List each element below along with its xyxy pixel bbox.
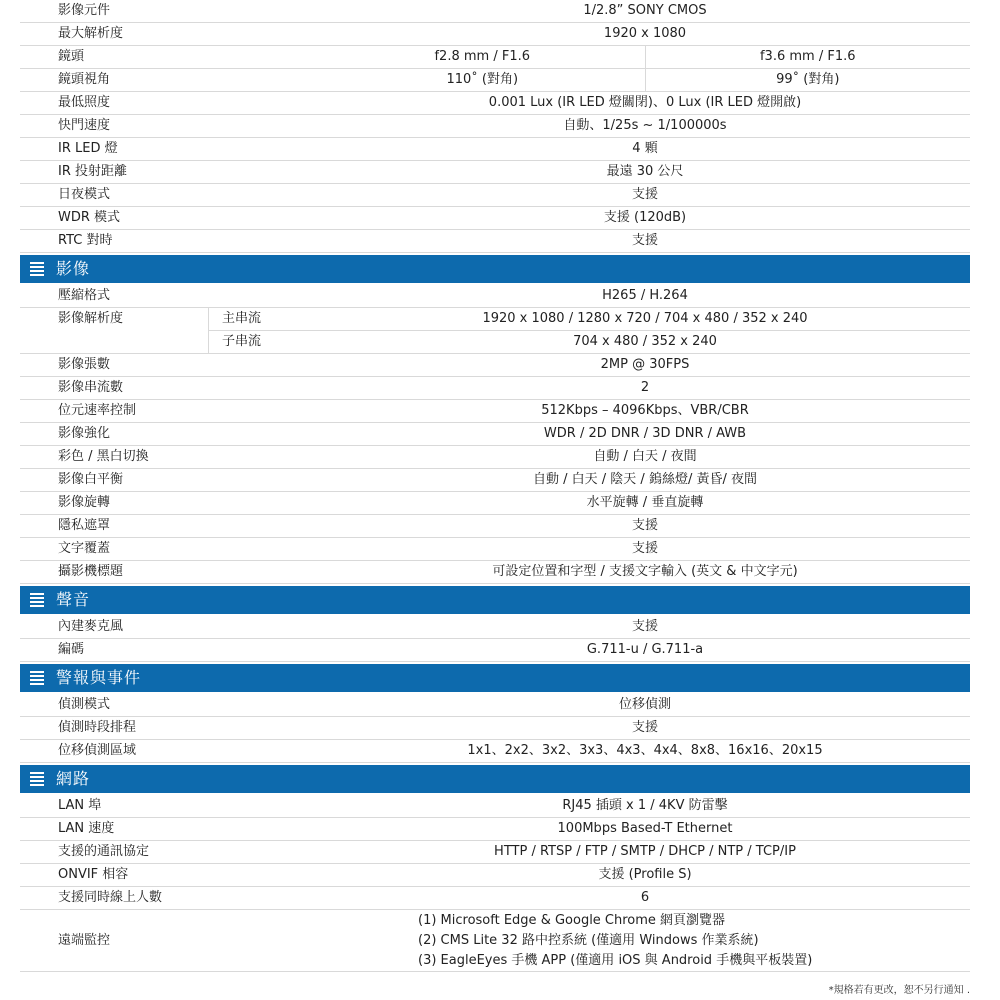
spec-row-white-balance [20,469,970,492]
divider [208,308,209,332]
spec-label: 影像元件 [58,3,111,18]
spec-label: 最大解析度 [58,26,124,41]
spec-label: 鏡頭視角 [58,72,111,87]
spec-value: 自動 / 白天 / 夜間 [593,449,697,464]
spec-value [320,69,970,91]
spec-value-b: f3.6 mm / F1.6 [645,46,971,68]
spec-value: 支援 [631,541,658,556]
spec-label: 快門速度 [58,118,111,133]
spec-value: 支援 (Profile S) [598,867,692,882]
spec-value: 支援 [631,619,658,634]
spec-sublabel: 子串流 [222,334,262,349]
spec-value: 1/2.8” SONY CMOS [583,3,707,18]
spec-row-privacy-mask [20,515,970,538]
spec-value: G.711-u / G.711-a [586,642,704,657]
spec-value: 最遠 30 公尺 [606,164,684,179]
section-header-alarm [20,664,970,692]
spec-value: 支援 (120dB) [603,210,687,225]
spec-label: 偵測模式 [58,697,111,712]
spec-value: RJ45 插頭 x 1 / 4KV 防雷擊 [562,798,728,813]
spec-label: 最低照度 [58,95,111,110]
spec-sublabel: 主串流 [222,311,262,326]
spec-row-remote-monitoring [20,910,970,972]
spec-value: 水平旋轉 / 垂直旋轉 [586,495,704,510]
spec-label: 影像串流數 [58,380,124,395]
spec-row-enhancement [20,423,970,446]
spec-label: 文字覆蓋 [58,541,111,556]
divider [208,331,209,354]
spec-row-rotation [20,492,970,515]
remote-option: (2) CMS Lite 32 路中控系統 (僅適用 Windows 作業系統) [418,933,759,948]
section-header-video [20,255,970,283]
spec-label: 影像強化 [58,426,111,441]
spec-label: 壓縮格式 [58,288,111,303]
spec-row-lan-port [20,795,970,818]
spec-row-color-switch [20,446,970,469]
spec-row-onvif [20,864,970,887]
section-header-audio [20,586,970,614]
section-bars-icon [30,671,44,685]
spec-row-frame-rate [20,354,970,377]
footnote: *規格若有更改，恕不另行通知 . [828,985,970,996]
spec-label: IR 投射距離 [58,164,127,179]
spec-value: 1920 x 1080 / 1280 x 720 / 704 x 480 / 352 x 240 [482,311,808,326]
spec-value: 512Kbps – 4096Kbps、VBR/CBR [541,403,749,418]
spec-value: 100Mbps Based-T Ethernet [557,821,733,836]
spec-value: 1x1、2x2、3x2、3x3、4x3、4x4、8x8、16x16、20x15 [467,743,823,758]
spec-label: 攝影機標題 [58,564,124,579]
spec-value: HTTP / RTSP / FTP / SMTP / DHCP / NTP / TCP/IP [494,844,796,859]
spec-row-lens [20,46,970,69]
spec-value [320,911,970,971]
spec-row-microphone [20,616,970,639]
spec-row-codec [20,639,970,662]
spec-label: ONVIF 相容 [58,867,129,882]
spec-value-b: 99˚ (對角) [645,69,971,91]
section-title: 網路 [56,769,91,788]
spec-label: 支援的通訊協定 [58,844,150,859]
section-header-network [20,765,970,793]
spec-row-resolution-main [20,308,970,331]
spec-label: 位移偵測區域 [58,743,137,758]
spec-label: 隱私遮罩 [58,518,111,533]
section-title: 聲音 [56,590,91,609]
spec-row-min-illumination [20,92,970,115]
spec-label: 影像旋轉 [58,495,111,510]
spec-label: 遠端監控 [58,933,111,948]
spec-row-shutter-speed [20,115,970,138]
spec-row-protocols [20,841,970,864]
spec-label: LAN 埠 [58,798,102,813]
spec-value: WDR / 2D DNR / 3D DNR / AWB [543,426,747,441]
spec-value: 0.001 Lux (IR LED 燈關閉)、0 Lux (IR LED 燈開啟) [488,95,802,110]
spec-table [20,0,970,972]
spec-row-bitrate [20,400,970,423]
spec-value: 2 [640,380,650,395]
spec-label: 偵測時段排程 [58,720,137,735]
spec-value: 2MP @ 30FPS [600,357,690,372]
spec-row-max-resolution [20,23,970,46]
spec-value: H265 / H.264 [602,288,688,303]
spec-label: 影像解析度 [58,311,124,326]
spec-label: 內建麥克風 [58,619,124,634]
section-bars-icon [30,593,44,607]
spec-value: 704 x 480 / 352 x 240 [573,334,717,349]
spec-row-image-sensor [20,0,970,23]
spec-row-lan-speed [20,818,970,841]
spec-label: 影像白平衡 [58,472,124,487]
spec-value [320,46,970,68]
spec-row-detection-schedule [20,717,970,740]
spec-row-detection-mode [20,694,970,717]
spec-row-ir-led [20,138,970,161]
section-title: 警報與事件 [56,668,142,687]
spec-row-concurrent-users [20,887,970,910]
spec-row-ir-distance [20,161,970,184]
spec-value-a: 110˚ (對角) [446,72,519,87]
spec-row-text-overlay [20,538,970,561]
spec-value: 6 [640,890,650,905]
spec-value: 可設定位置和字型 / 支援文字輸入 (英文 & 中文字元) [492,564,798,579]
spec-label: 日夜模式 [58,187,111,202]
spec-row-view-angle [20,69,970,92]
spec-value: 4 顆 [632,141,658,156]
spec-row-stream-count [20,377,970,400]
spec-value: 位移偵測 [618,697,671,712]
remote-option: (3) EagleEyes 手機 APP (僅適用 iOS 與 Android 手機與平板裝置) [418,953,813,968]
spec-row-day-night [20,184,970,207]
spec-label: 位元速率控制 [58,403,137,418]
spec-row-resolution-sub [20,331,970,354]
spec-label: 彩色 / 黑白切換 [58,449,149,464]
spec-label: LAN 速度 [58,821,115,836]
spec-row-camera-title [20,561,970,584]
spec-row-rtc [20,230,970,253]
spec-value: 1920 x 1080 [603,26,687,41]
spec-label: 影像張數 [58,357,111,372]
section-bars-icon [30,262,44,276]
spec-label: IR LED 燈 [58,141,118,156]
spec-value: 自動、1/25s ~ 1/100000s [563,118,727,133]
spec-row-motion-area [20,740,970,763]
remote-option: (1) Microsoft Edge & Google Chrome 網頁瀏覽器 [418,913,726,928]
spec-value-a: f2.8 mm / F1.6 [434,49,530,64]
spec-label: WDR 模式 [58,210,121,225]
spec-value: 自動 / 白天 / 陰天 / 鎢絲燈/ 黃昏/ 夜間 [533,472,757,487]
spec-value: 支援 [631,233,658,248]
spec-value: 支援 [631,187,658,202]
section-bars-icon [30,772,44,786]
spec-row-compression [20,285,970,308]
spec-value: 支援 [631,720,658,735]
spec-value: 支援 [631,518,658,533]
spec-label: RTC 對時 [58,233,113,248]
spec-label: 鏡頭 [58,49,85,64]
spec-label: 支援同時線上人數 [58,890,163,905]
section-title: 影像 [56,259,91,278]
spec-row-wdr [20,207,970,230]
spec-label: 編碼 [58,642,85,657]
